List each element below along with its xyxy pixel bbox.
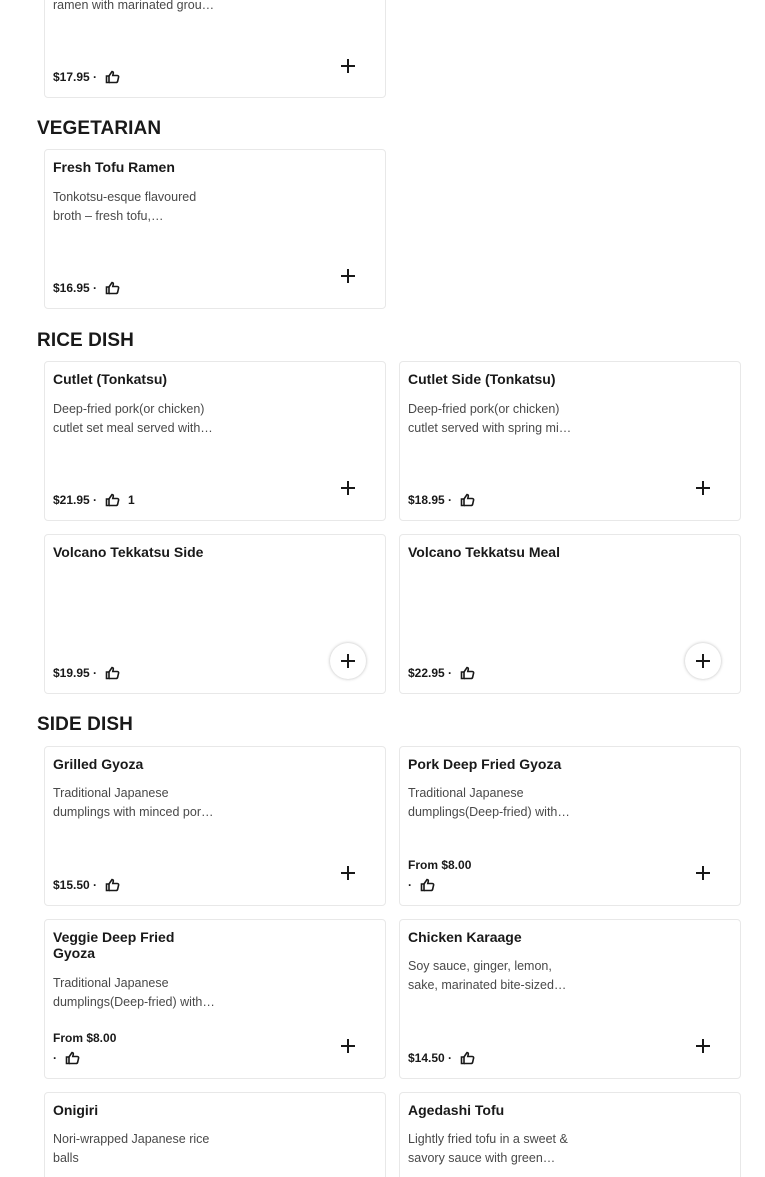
section-title-side-dish: SIDE DISH <box>37 714 133 735</box>
item-meta: $22.95 · <box>408 666 476 680</box>
item-name: Cutlet (Tonkatsu) <box>53 371 168 387</box>
thumbs-up-icon <box>105 493 121 507</box>
menu-item-card[interactable] <box>399 746 741 906</box>
item-description: Deep-fried pork(or chicken) cutlet set meal served with… <box>53 402 213 435</box>
thumbs-up-icon <box>105 281 121 295</box>
item-price: $21.95 <box>53 493 90 507</box>
menu-item-card[interactable] <box>44 746 386 906</box>
item-name: Veggie Deep Fried Gyoza <box>53 929 175 961</box>
menu-item-card[interactable] <box>44 361 386 521</box>
add-item-button[interactable] <box>330 643 366 679</box>
menu-item-card[interactable] <box>44 1092 386 1177</box>
item-price: $15.50 <box>53 878 90 892</box>
item-price: From $8.00 <box>53 1031 117 1045</box>
menu-item-card[interactable] <box>399 1092 741 1177</box>
item-meta: $18.95 · <box>408 493 476 507</box>
item-description: Traditional Japanese dumplings(Deep-fried) with… <box>53 976 215 1009</box>
item-meta: $15.50 · <box>53 878 121 892</box>
menu-item-card[interactable] <box>44 534 386 694</box>
plus-icon <box>695 653 711 669</box>
item-name: Volcano Tekkatsu Meal <box>408 544 560 560</box>
menu-item-card[interactable] <box>399 361 741 521</box>
item-name: Cutlet Side (Tonkatsu) <box>408 371 556 387</box>
add-item-button[interactable] <box>685 643 721 679</box>
menu-item-card[interactable] <box>399 534 741 694</box>
section-title-vegetarian: VEGETARIAN <box>37 118 162 139</box>
item-name: Volcano Tekkatsu Side <box>53 544 204 560</box>
thumbs-up-icon <box>105 70 121 84</box>
item-name: Grilled Gyoza <box>53 756 144 772</box>
thumbs-up-icon <box>460 666 476 680</box>
plus-icon <box>340 865 356 881</box>
add-item-button[interactable] <box>330 258 366 294</box>
plus-icon <box>340 58 356 74</box>
menu-item-card[interactable] <box>44 919 386 1079</box>
item-meta: $17.95 · <box>53 70 121 84</box>
item-description: Lightly fried tofu in a sweet & savory sauce with green… <box>408 1132 568 1165</box>
item-price: $14.50 <box>408 1051 445 1065</box>
add-item-button[interactable] <box>330 855 366 891</box>
thumbs-up-icon <box>460 493 476 507</box>
item-price: $22.95 <box>408 666 445 680</box>
plus-icon <box>340 480 356 496</box>
item-name: Fresh Tofu Ramen <box>53 159 175 175</box>
item-price: $16.95 <box>53 281 90 295</box>
plus-icon <box>340 1038 356 1054</box>
item-price: From $8.00 <box>408 858 472 872</box>
item-meta: $16.95 · <box>53 281 121 295</box>
plus-icon <box>695 480 711 496</box>
item-meta: · <box>53 1051 81 1065</box>
menu-item-card[interactable] <box>399 919 741 1079</box>
item-name: Pork Deep Fried Gyoza <box>408 756 562 772</box>
item-description: Soy sauce, ginger, lemon, sake, marinated bite-sized… <box>408 959 567 992</box>
add-item-button[interactable] <box>330 1028 366 1064</box>
add-item-button[interactable] <box>330 470 366 506</box>
plus-icon <box>340 653 356 669</box>
thumbs-up-icon <box>105 666 121 680</box>
plus-icon <box>695 1038 711 1054</box>
plus-icon <box>695 865 711 881</box>
item-name: Onigiri <box>53 1102 99 1118</box>
item-price: $18.95 <box>408 493 445 507</box>
item-meta: $14.50 · <box>408 1051 476 1065</box>
item-meta: $21.95 · 1 <box>53 493 135 507</box>
add-item-button[interactable] <box>685 470 721 506</box>
item-meta: $19.95 · <box>53 666 121 680</box>
item-name: Agedashi Tofu <box>408 1102 505 1118</box>
menu-item-card[interactable] <box>44 0 386 98</box>
thumbs-up-icon <box>460 1051 476 1065</box>
item-price: $17.95 <box>53 70 90 84</box>
item-description: Nori-wrapped Japanese rice balls <box>53 1132 210 1165</box>
item-name: Chicken Karaage <box>408 929 522 945</box>
item-description: Deep-fried pork(or chicken) cutlet served with spring mi… <box>408 402 572 435</box>
thumbs-up-icon <box>105 878 121 892</box>
section-title-rice-dish: RICE DISH <box>37 330 134 351</box>
add-item-button[interactable] <box>330 48 366 84</box>
thumbs-up-icon <box>420 878 436 892</box>
like-count: 1 <box>128 493 135 507</box>
item-price: $19.95 <box>53 666 90 680</box>
item-description: Tonkotsu-esque flavoured broth – fresh tofu,… <box>53 190 197 223</box>
add-item-button[interactable] <box>685 855 721 891</box>
item-description: Traditional Japanese dumplings with minced por… <box>53 786 214 819</box>
menu-item-card[interactable] <box>44 149 386 309</box>
add-item-button[interactable] <box>685 1028 721 1064</box>
item-description: Traditional Japanese dumplings(Deep-fried) with… <box>408 786 570 819</box>
thumbs-up-icon <box>65 1051 81 1065</box>
item-meta: · <box>408 878 436 892</box>
plus-icon <box>340 268 356 284</box>
item-description: ramen with marinated grou… <box>53 0 215 12</box>
